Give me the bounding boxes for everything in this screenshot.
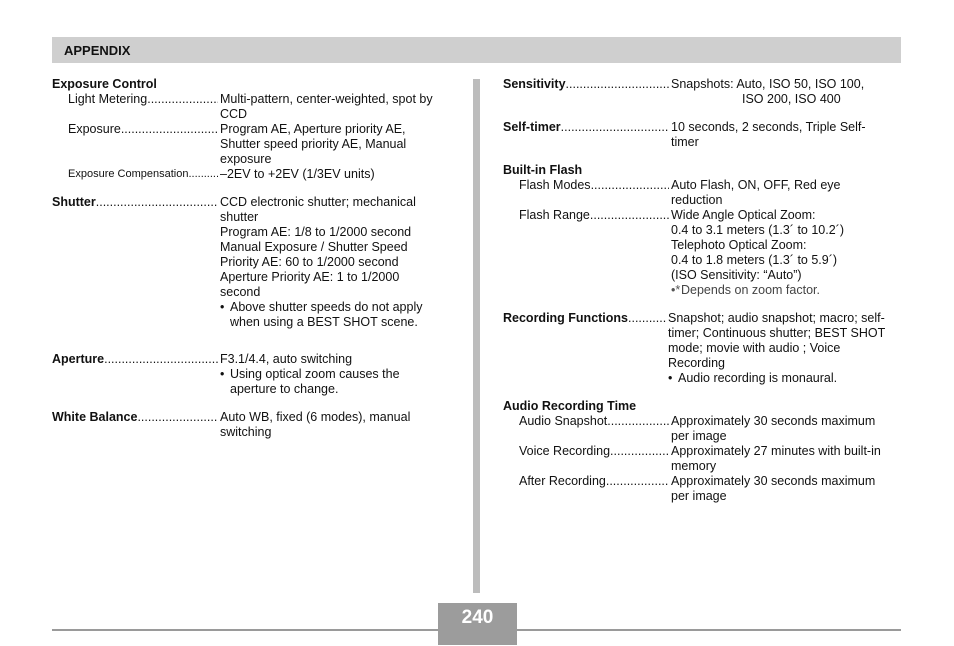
spec-label: Shutter ..... <box>52 195 218 330</box>
bullet-icon <box>220 367 230 397</box>
bullet-icon <box>668 371 678 386</box>
spec-label: Exposure ..... <box>52 122 218 167</box>
spec-value: Program AE, Aperture priority AE, Shutter speed priority AE, Manual exposure <box>220 122 407 166</box>
header-bar <box>52 37 901 63</box>
bullet-note: • Using optical zoom causes the aperture to change. <box>220 367 457 397</box>
right-column <box>503 77 903 517</box>
spec-label: After Recording ..... <box>503 474 669 504</box>
spec-row-sensitivity <box>503 77 903 107</box>
sensitivity-section <box>503 77 903 107</box>
aperture-section <box>52 352 457 397</box>
spec-row-light-metering <box>52 92 457 122</box>
spec-value: Approximately 30 seconds maximum per image <box>671 474 876 503</box>
shutter-section <box>52 195 457 330</box>
spec-row-audio-snapshot <box>503 414 903 444</box>
header-title: APPENDIX <box>64 43 131 58</box>
column-divider <box>473 79 480 593</box>
spec-row-self-timer <box>503 120 903 150</box>
flash-heading: Built-in Flash <box>503 163 583 177</box>
spec-value: Approximately 27 minutes with built-in memory <box>671 444 881 473</box>
bullet-note: • Audio recording is monaural. <box>668 371 903 386</box>
spec-row-exposure <box>52 122 457 167</box>
white-balance-section <box>52 410 457 440</box>
spec-value: Auto WB, fixed (6 modes), manual switching <box>220 410 411 439</box>
spec-row-white-balance <box>52 410 457 440</box>
spec-row-voice-recording <box>503 444 903 474</box>
spec-label: Aperture ..... <box>52 352 218 397</box>
spec-label: Voice Recording ..... <box>503 444 669 474</box>
asterisk-icon: • * <box>671 283 681 298</box>
bullet-icon <box>220 300 230 330</box>
exposure-control-section <box>52 77 457 182</box>
spec-label: Audio Snapshot ..... <box>503 414 669 444</box>
spec-row-after-recording <box>503 474 903 504</box>
spec-row-shutter <box>52 195 457 330</box>
spec-row-flash-modes <box>503 178 903 208</box>
flash-section <box>503 163 903 298</box>
spec-label: Flash Range ..... <box>503 208 669 298</box>
recording-functions-section <box>503 311 903 386</box>
spec-row-flash-range <box>503 208 903 298</box>
spec-label: Light Metering ..... <box>52 92 218 122</box>
exposure-control-heading: Exposure Control <box>52 77 157 91</box>
self-timer-section <box>503 120 903 150</box>
page-number: 240 <box>461 607 494 628</box>
spec-row-recording-functions <box>503 311 903 386</box>
spec-label: Recording Functions ..... <box>503 311 666 386</box>
spec-value: –2EV to +2EV (1/3EV units) <box>220 167 375 181</box>
bullet-note: • Above shutter speeds do not apply when using a BEST SHOT scene. <box>220 300 457 330</box>
audio-recording-time-heading: Audio Recording Time <box>503 399 637 413</box>
spec-value: Snapshots: Auto, ISO 50, ISO 100, ISO 200, ISO 400 <box>671 77 865 106</box>
spec-value: F3.1/4.4, auto switching • Using optical zoom causes the aperture to change. <box>218 352 457 397</box>
left-column <box>52 77 457 453</box>
spec-value: Auto Flash, ON, OFF, Red eye reduction <box>671 178 841 207</box>
spec-value: Approximately 30 seconds maximum per image <box>671 414 876 443</box>
spec-value: Snapshot; audio snapshot; macro; self- timer; Continuous shutter; BEST SHOT mode; movie with audio ; Voice Recording • Audio recording is monaural. <box>666 311 903 386</box>
spec-label: Exposure Compensation ..... <box>52 167 218 182</box>
spec-row-aperture <box>52 352 457 397</box>
spec-value: 10 seconds, 2 seconds, Triple Self- timer <box>671 120 866 149</box>
spec-value: Multi-pattern, center-weighted, spot by CCD <box>220 92 433 121</box>
spec-value: CCD electronic shutter; mechanical shutter Program AE: 1/8 to 1/2000 second Manual Exposure / Shutter Speed Priority AE: 60 to 1/2000 second Aperture Priority AE: 1 to 1/2000 second • Above shutter speeds do not apply when using a BEST SHOT scene. <box>218 195 457 330</box>
footnote: • * Depends on zoom factor. <box>671 283 903 298</box>
spec-row-exposure-compensation <box>52 167 457 182</box>
page-number-box <box>438 603 517 645</box>
spec-label: Flash Modes ..... <box>503 178 669 208</box>
audio-recording-time-section <box>503 399 903 504</box>
spec-label: Sensitivity ..... <box>503 77 669 107</box>
spec-label: Self-timer ..... <box>503 120 669 150</box>
spec-value: Wide Angle Optical Zoom: 0.4 to 3.1 meters (1.3´ to 10.2´) Telephoto Optical Zoom: 0.4 to 1.8 meters (1.3´ to 5.9´) (ISO Sensitivity: “Auto”) • * Depends on zoom factor. <box>669 208 903 298</box>
spec-label: White Balance ..... <box>52 410 218 440</box>
